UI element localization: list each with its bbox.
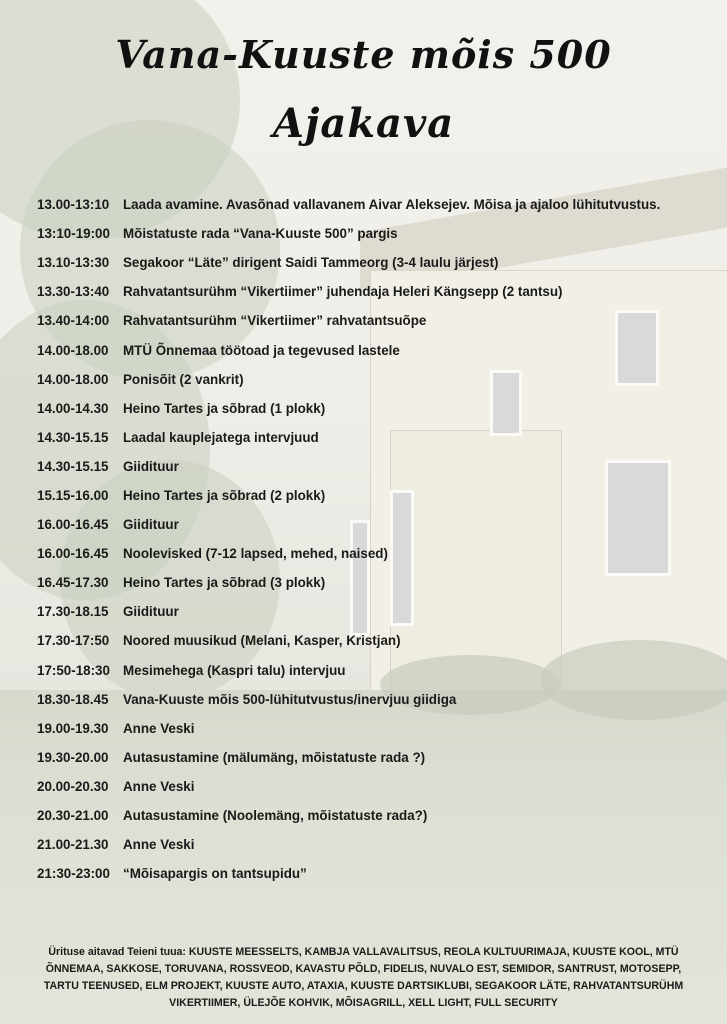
schedule-event: Noored muusikud (Melani, Kasper, Kristjan) [123, 633, 401, 649]
schedule-row [37, 452, 717, 481]
schedule-time: 13.40-14:00 [37, 313, 110, 329]
schedule-row [37, 772, 717, 801]
schedule-time: 17.30-18.15 [37, 604, 109, 620]
schedule-time: 14.00-14.30 [37, 400, 109, 416]
schedule-event: Anne Veski [123, 837, 195, 853]
schedule-time: 16.00-16.45 [37, 517, 109, 533]
schedule-event: Giidituur [123, 604, 179, 620]
schedule-event: Anne Veski [123, 778, 195, 794]
schedule-event: Rahvatantsurühm “Vikertiimer” juhendaja Heleri Kängsepp (2 tantsu) [123, 284, 563, 300]
schedule-event: Laada avamine. Avasõnad vallavanem Aivar Aleksejev. Mõisa ja ajaloo lühitutvustus. [123, 197, 661, 213]
schedule-event: Segakoor “Läte” dirigent Saidi Tammeorg (3-4 laulu järjest) [123, 255, 499, 271]
schedule-event: Mõistatuste rada “Vana-Kuuste 500” pargis [123, 226, 398, 242]
schedule-event: Autasustamine (mälumäng, mõistatuste rada ?) [123, 749, 426, 765]
schedule-row [37, 859, 717, 888]
schedule-event: Vana-Kuuste mõis 500-lühitutvustus/inervjuu giidiga [123, 691, 457, 707]
schedule-event: Ponisõit (2 vankrit) [123, 371, 244, 387]
schedule-time: 16.45-17.30 [37, 575, 109, 591]
schedule-time: 14.00-18.00 [37, 371, 109, 387]
schedule-time: 21.00-21.30 [37, 837, 109, 853]
schedule-row [37, 365, 717, 394]
schedule-row [37, 423, 717, 452]
schedule-row [37, 190, 717, 219]
schedule-time: 20.30-21.00 [37, 808, 109, 824]
schedule-row [37, 656, 717, 685]
schedule-row [37, 335, 717, 364]
schedule-time: 17.30-17:50 [37, 633, 110, 649]
schedule-time: 15.15-16.00 [37, 487, 109, 503]
page-title: Vana-Kuuste mõis 500 [115, 32, 612, 77]
schedule-time: 19.00-19.30 [37, 720, 109, 736]
schedule-time: 19.30-20.00 [37, 749, 109, 765]
schedule-event: Mesimehega (Kaspri talu) intervjuu [123, 662, 346, 678]
schedule-event: “Mõisapargis on tantsupidu” [123, 866, 307, 882]
schedule-row [37, 539, 717, 568]
schedule-row [37, 306, 717, 335]
schedule-event: Giidituur [123, 517, 179, 533]
schedule-event: Laadal kauplejatega intervjuud [123, 429, 319, 445]
schedule-row [37, 568, 717, 597]
schedule-event: Anne Veski [123, 720, 195, 736]
schedule-event: Heino Tartes ja sõbrad (1 plokk) [123, 400, 326, 416]
schedule-row [37, 510, 717, 539]
schedule-time: 14.00-18.00 [37, 342, 109, 358]
schedule-time: 14.30-15.15 [37, 458, 109, 474]
schedule-time: 13.10-13:30 [37, 255, 110, 271]
schedule-row [37, 219, 717, 248]
schedule-list [37, 190, 717, 888]
schedule-row [37, 801, 717, 830]
schedule-time: 18.30-18.45 [37, 691, 109, 707]
schedule-row [37, 597, 717, 626]
schedule-row [37, 248, 717, 277]
schedule-time: 13:10-19:00 [37, 226, 110, 242]
sponsors-footer: Ürituse aitavad Teieni tuua: KUUSTE MEESSELTS, KAMBJA VALLAVALITSUS, REOLA KULTUURIMAJA, KUUSTE KOOL, MTÜ ÕNNEMAA, SAKKOSE, TORUVANA, ROSSVEOD, KAVASTU PÕLD, FIDELIS, NUVALO EST, SEMIDOR, SANTRUST, MOTOSEPP, TARTU TEENUSED, ELM PROJEKT, KUUSTE AUTO, ATAXIA, KUUSTE DARTSIKLUBI, SEGAKOOR LÄTE, RAHVATANTSURÜHM VIKERTIIMER, ÜLEJÕE KOHVIK, MÕISAGRILL, XELL LIGHT, FULL SECURITY [43, 946, 684, 1009]
schedule-time: 20.00-20.30 [37, 778, 109, 794]
schedule-event: Heino Tartes ja sõbrad (2 plokk) [123, 487, 326, 503]
schedule-row [37, 714, 717, 743]
schedule-row [37, 277, 717, 306]
schedule-time: 21:30-23:00 [37, 866, 110, 882]
schedule-time: 13.00-13:10 [37, 197, 110, 213]
schedule-time: 14.30-15.15 [37, 429, 109, 445]
schedule-row [37, 743, 717, 772]
schedule-event: Heino Tartes ja sõbrad (3 plokk) [123, 575, 326, 591]
schedule-event: MTÜ Õnnemaa töötoad ja tegevused lastele [123, 342, 400, 358]
schedule-event: Noolevisked (7-12 lapsed, mehed, naised) [123, 546, 388, 562]
schedule-row [37, 830, 717, 859]
schedule-event: Autasustamine (Noolemäng, mõistatuste rada?) [123, 808, 428, 824]
schedule-event: Giidituur [123, 458, 179, 474]
schedule-row [37, 626, 717, 655]
page-subtitle: Ajakava [272, 100, 455, 147]
schedule-row [37, 685, 717, 714]
schedule-row [37, 481, 717, 510]
schedule-event: Rahvatantsurühm “Vikertiimer” rahvatantsuõpe [123, 313, 427, 329]
schedule-time: 17:50-18:30 [37, 662, 110, 678]
schedule-row [37, 394, 717, 423]
schedule-time: 16.00-16.45 [37, 546, 109, 562]
schedule-time: 13.30-13:40 [37, 284, 110, 300]
